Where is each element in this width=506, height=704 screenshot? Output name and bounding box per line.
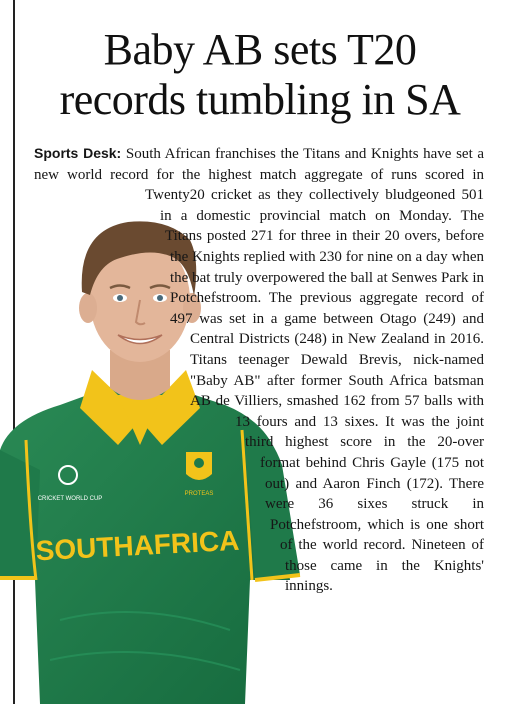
- crest-text: PROTEAS: [184, 491, 214, 497]
- article-body: [0, 143, 506, 683]
- byline: Sports Desk:: [34, 145, 122, 161]
- headline-line-1: Baby AB sets T20: [103, 25, 417, 74]
- headline-line-2: records tumbling in SA: [59, 75, 461, 124]
- article-paragraph: South African franchises the Titans and Knights have set a new world record for the highest match aggregate of runs scored in Twenty20 cricket as they collectively bludgeoned 501 in a domestic provincial match on Monday. The Titans posted 271 for three in their 20 overs, before the Knights replied with 230 for nine on a day when the bat truly overpowered the ball at Senwes Park in Potchefstroom. The previous aggregate record of 497 was set in a game between Otago (249) and Central Districts (248) in New Zealand in 2016. Titans teenager Dewald Brevis, nick-named "Baby AB" after former South Africa batsman AB de Villiers, smashed 162 from 57 balls with 13 fours and 13 sixes. It was the joint third highest score in the 20-over format behind Chris Gayle (175 not out) and Aaron Finch (172). There were 36 sixes struck in Potchefstroom, which is one short of the world record. Nineteen of those came in the Knights' innings.: [34, 146, 485, 595]
- badge-text: CRICKET WORLD CUP: [37, 496, 103, 502]
- jersey-text: SOUTHAFRICA: [34, 524, 241, 567]
